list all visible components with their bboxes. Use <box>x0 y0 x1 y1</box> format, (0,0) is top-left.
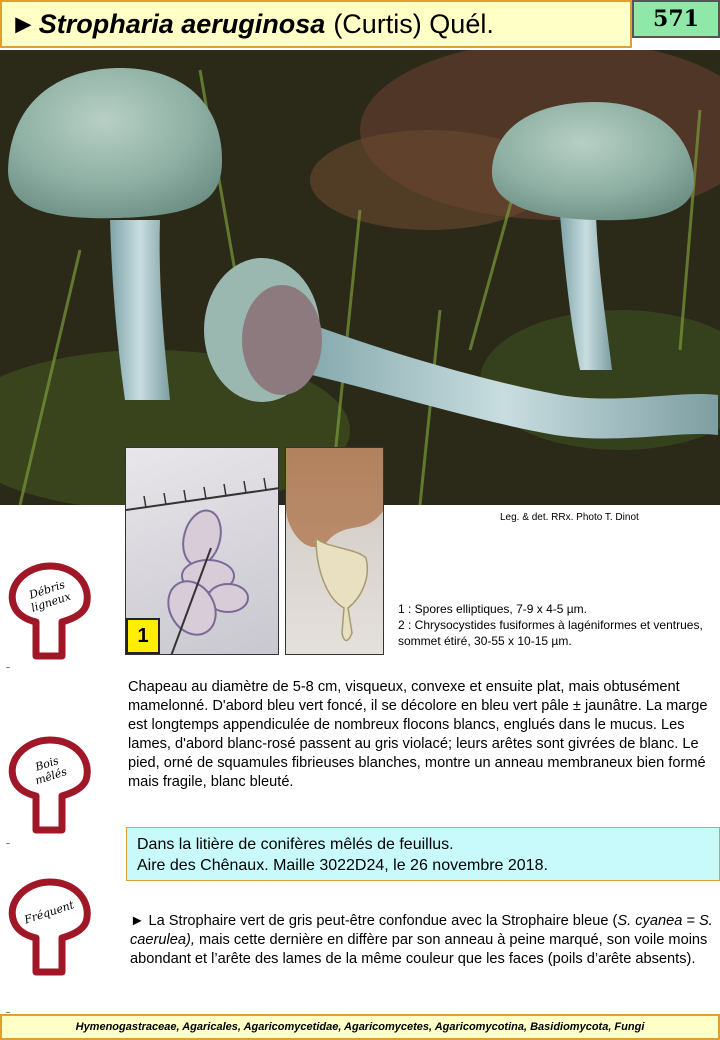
habitat-line-2: Aire des Chênaux. Maille 3022D24, le 26 novembre 2018. <box>137 857 548 874</box>
description-text: Chapeau au diamètre de 5-8 cm, visqueux, convexe et ensuite plat, mais obtusément mamelonné. D'abord bleu vert foncé, il se décolore en bleu vert pâle ± jaunâtre. La marge est longtemps appendiculée de nombreux flocons blancs, englués dans le mucus. Les lames, d'abord blanc-rosé passent au gris violacé; leurs arêtes sont givrées de blanc. Le pied, orné de squamules fibrieuses blanches, montre un anneau membraneux bien formé mais fragile, blanc bleuté. <box>128 679 708 790</box>
plate-number: 571 <box>632 0 720 38</box>
badge-text: Fréquent <box>22 897 76 927</box>
badge-debris-ligneux <box>6 562 92 662</box>
comparison-rest: mais cette dernière en diffère par son anneau à peine marqué, son voile moins abondant et l’arête des lames de la même couleur que les faces (poils d’arête absents). <box>130 932 708 967</box>
taxonomy-footer: Hymenogastraceae, Agaricales, Agaricomycetidae, Agaricomycetes, Agaricomycotina, Basidiomycota, Fungi <box>0 1014 720 1040</box>
species-author: (Curtis) Quél. <box>333 8 494 39</box>
comparison-intro: ► La Strophaire vert de gris peut-être confondue avec la Strophaire bleue ( <box>130 913 618 929</box>
badge-frequent <box>6 878 92 978</box>
habitat-line-1: Dans la litière de conifères mêlés de feuillus. <box>137 836 454 853</box>
micrograph-caption <box>398 601 710 649</box>
caption-line-2: 2 : Chrysocystides fusiformes à lagéniformes et ventrues, sommet étiré, 30-55 x 10-15 µm. <box>398 618 703 648</box>
badge-bois-meles <box>6 736 92 836</box>
badge-text: Bois mêlés <box>33 753 69 788</box>
divider-tick <box>6 667 10 668</box>
micrograph-label: 1 <box>126 618 160 654</box>
title-bar <box>0 0 632 48</box>
spores-micrograph <box>125 447 279 655</box>
comparison-text <box>130 912 714 969</box>
mushroom-photo <box>0 50 720 505</box>
cystidia-micrograph <box>285 447 384 655</box>
caption-line-1: 1 : Spores elliptiques, 7-9 x 4-5 µm. <box>398 602 587 616</box>
title-arrow: ► <box>10 8 37 39</box>
divider-tick <box>6 1012 10 1013</box>
divider-tick <box>6 843 10 844</box>
badge-text: Débris ligneux <box>27 577 73 615</box>
habitat-box <box>126 827 720 881</box>
species-name: Stropharia aeruginosa <box>38 8 326 39</box>
comparison-latin: S. cyanea = S. caerulea), <box>130 913 713 948</box>
photo-credit: Leg. & det. RRx. Photo T. Dinot <box>500 512 639 523</box>
